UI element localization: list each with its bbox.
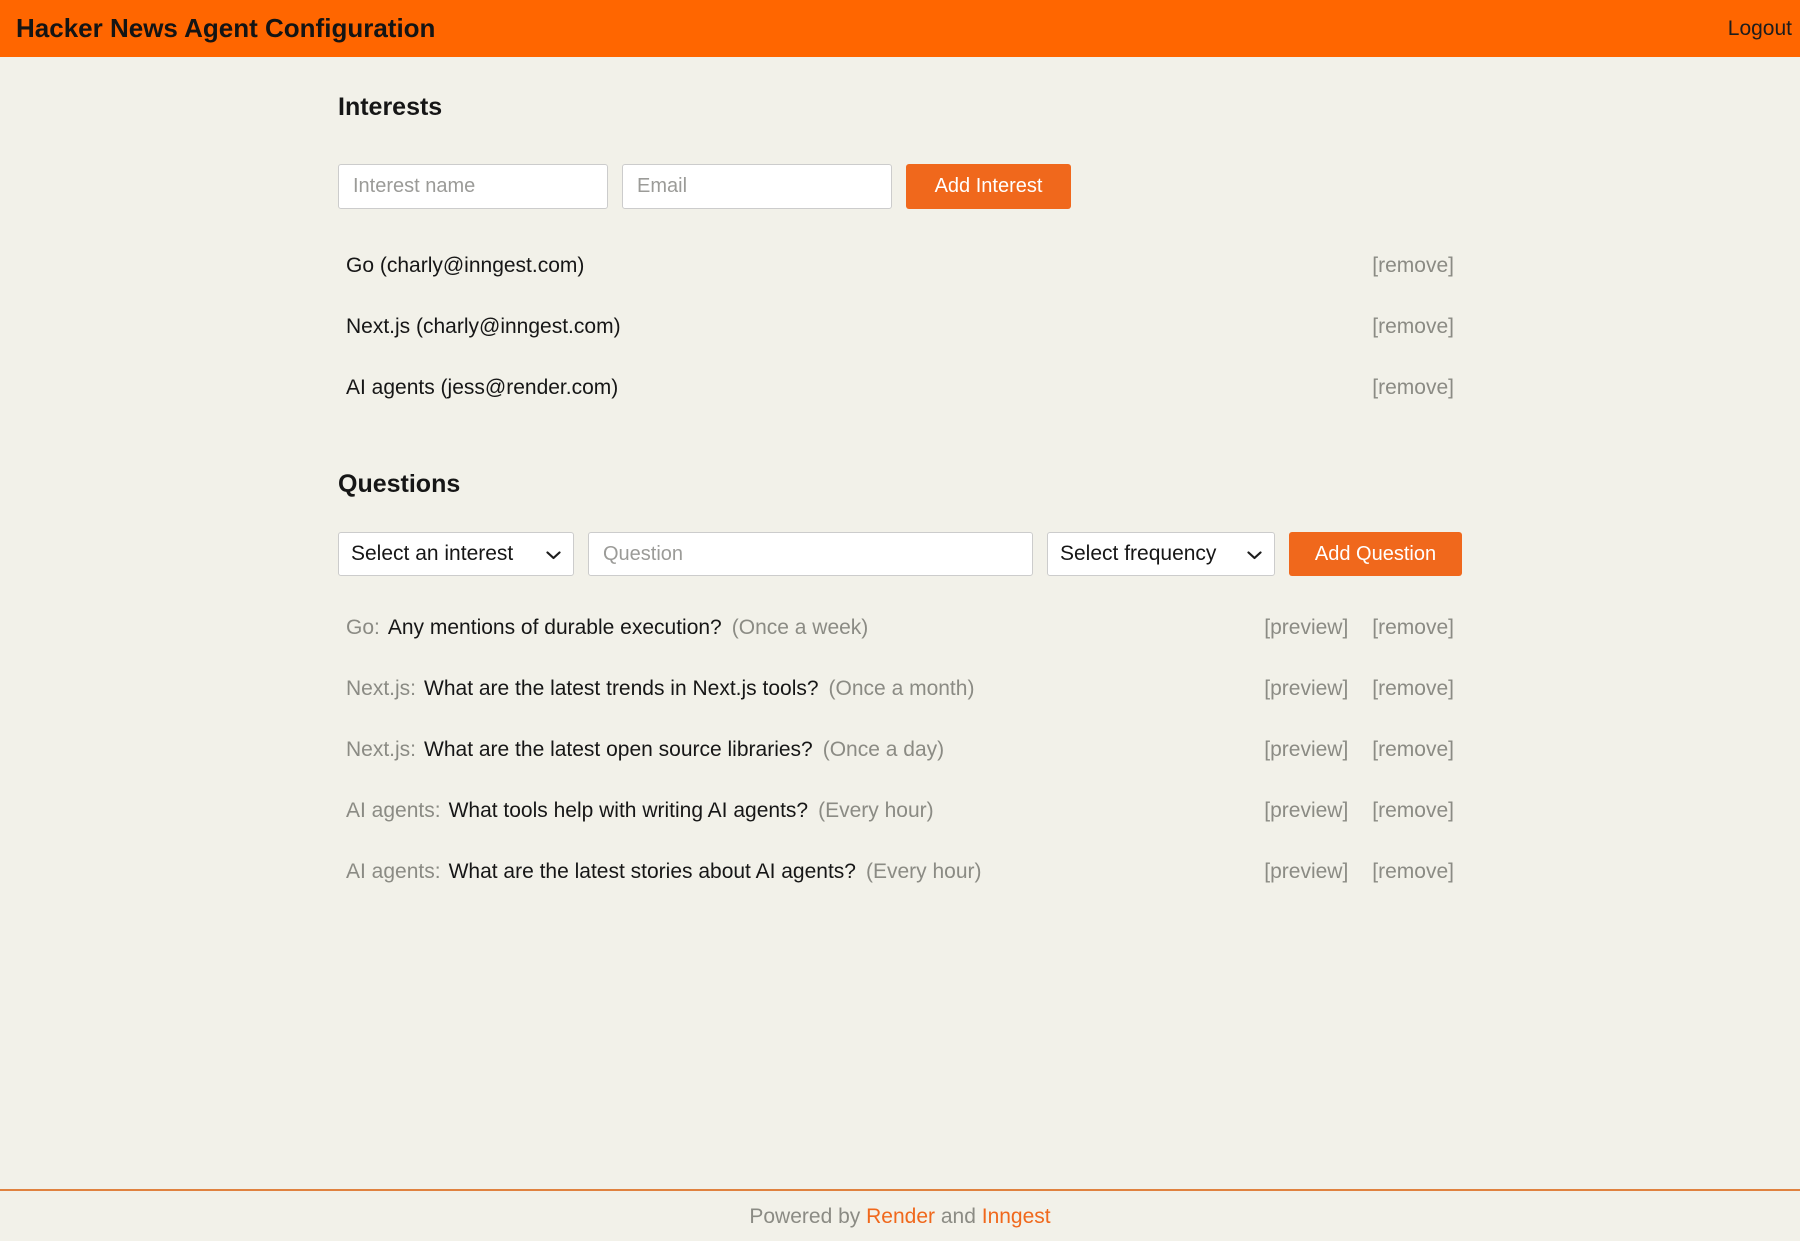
remove-question-link[interactable]: [remove]: [1372, 677, 1454, 700]
add-interest-form: [338, 164, 1462, 209]
interest-row: [338, 366, 1462, 410]
question-input[interactable]: [588, 532, 1033, 576]
interest-row: [338, 244, 1462, 288]
question-frequency: (Once a month): [828, 677, 975, 700]
powered-by-text: Powered by: [749, 1205, 861, 1228]
add-question-button[interactable]: Add Question: [1289, 532, 1462, 576]
preview-question-link[interactable]: [preview]: [1264, 677, 1349, 700]
interests-section: [338, 93, 1462, 410]
frequency-select[interactable]: [1047, 532, 1275, 576]
chevron-down-icon: [1247, 542, 1262, 566]
question-interest-prefix: Next.js:: [346, 677, 417, 700]
remove-interest-link[interactable]: [remove]: [1372, 254, 1454, 277]
preview-question-link[interactable]: [preview]: [1264, 799, 1349, 822]
and-text: and: [940, 1205, 976, 1228]
interest-name-input[interactable]: [338, 164, 608, 209]
interests-list: [338, 244, 1462, 410]
remove-question-link[interactable]: [remove]: [1372, 860, 1454, 883]
remove-question-link[interactable]: [remove]: [1372, 738, 1454, 761]
preview-question-link[interactable]: [preview]: [1264, 738, 1349, 761]
question-text: Any mentions of durable execution?: [387, 616, 722, 639]
question-row: [338, 728, 1462, 772]
interest-select[interactable]: [338, 532, 574, 576]
interest-label: AI agents (jess@render.com): [346, 376, 619, 399]
interest-email-input[interactable]: [622, 164, 892, 209]
question-row: [338, 789, 1462, 833]
question-text: What are the latest open source libraries?: [424, 738, 813, 761]
question-frequency: (Once a day): [822, 738, 945, 761]
question-interest-prefix: AI agents:: [346, 799, 441, 822]
interest-select-value: Select an interest: [351, 542, 514, 565]
interests-heading: Interests: [338, 93, 443, 121]
question-interest-prefix: AI agents:: [346, 860, 441, 883]
inngest-link[interactable]: Inngest: [981, 1205, 1051, 1228]
question-row: [338, 606, 1462, 650]
chevron-down-icon: [546, 542, 561, 566]
app-title: Hacker News Agent Configuration: [16, 13, 436, 43]
remove-interest-link[interactable]: [remove]: [1372, 315, 1454, 338]
questions-heading: Questions: [338, 470, 461, 498]
main-content: [338, 57, 1462, 911]
question-interest-prefix: Next.js:: [346, 738, 417, 761]
remove-interest-link[interactable]: [remove]: [1372, 376, 1454, 399]
question-text: What tools help with writing AI agents?: [448, 799, 809, 822]
remove-question-link[interactable]: [remove]: [1372, 799, 1454, 822]
question-frequency: (Every hour): [818, 799, 934, 822]
question-text: What are the latest trends in Next.js tools?: [424, 677, 819, 700]
questions-section: [338, 470, 1462, 894]
render-link[interactable]: Render: [866, 1205, 935, 1228]
interest-label: Next.js (charly@inngest.com): [346, 315, 621, 338]
interest-label: Go (charly@inngest.com): [346, 254, 585, 277]
add-question-form: [338, 532, 1462, 576]
preview-question-link[interactable]: [preview]: [1264, 860, 1349, 883]
logout-link[interactable]: Logout: [1727, 16, 1792, 40]
app-header: [0, 0, 1800, 57]
preview-question-link[interactable]: [preview]: [1264, 616, 1349, 639]
remove-question-link[interactable]: [remove]: [1372, 616, 1454, 639]
add-interest-button[interactable]: Add Interest: [906, 164, 1071, 209]
question-row: [338, 667, 1462, 711]
question-frequency: (Every hour): [865, 860, 982, 883]
page-footer: [0, 1189, 1800, 1241]
interest-row: [338, 305, 1462, 349]
questions-list: [338, 606, 1462, 894]
question-interest-prefix: Go:: [346, 616, 380, 639]
question-row: [338, 850, 1462, 894]
frequency-select-value: Select frequency: [1060, 542, 1217, 565]
question-text: What are the latest stories about AI agents?: [448, 860, 856, 883]
question-frequency: (Once a week): [731, 616, 869, 639]
